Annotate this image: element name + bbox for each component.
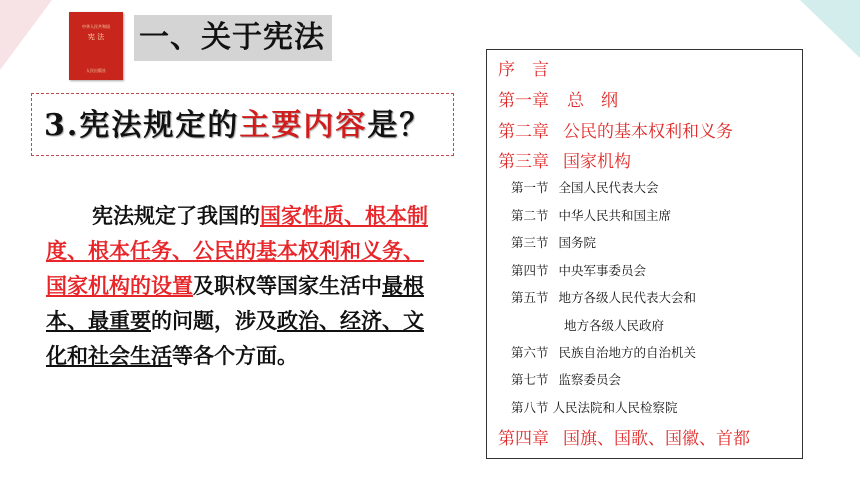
toc-section-title: 中华人民共和国主席 [558, 208, 672, 223]
section-title: 一、关于宪法 [139, 20, 325, 55]
toc-section-number: 第二节 [511, 208, 549, 223]
question-heading [44, 106, 431, 146]
toc-section-number: 第三节 [511, 235, 549, 250]
toc-section-1 [511, 178, 659, 196]
book-footer: 人民出版社 [86, 68, 106, 73]
toc-chapter-4 [498, 424, 750, 449]
corner-decoration-left [0, 0, 52, 70]
toc-section-title: 地方各级人民代表大会和 [558, 290, 697, 305]
toc-chapter-title: 国旗、国歌、国徽、首都 [563, 429, 750, 449]
toc-section-title: 民族自治地方的自治机关 [558, 345, 697, 360]
question-suffix: 是？ [367, 108, 432, 143]
para-text-4: 等各个方面。 [172, 344, 298, 368]
table-of-contents [486, 49, 803, 459]
toc-chapter-1 [498, 86, 618, 111]
para-underline-1: 最根本、最重要 [46, 274, 424, 333]
para-text-2: 及职权等国家生活中 [193, 274, 382, 298]
toc-chapter-number: 第一章 [498, 91, 549, 111]
toc-section-5-continued: 地方各级人民政府 [564, 318, 665, 333]
toc-section-8 [511, 398, 678, 416]
toc-chapter-title: 总 纲 [567, 91, 618, 111]
toc-chapter-number: 第四章 [498, 429, 549, 449]
toc-chapter-3 [498, 147, 631, 172]
toc-section-4 [511, 261, 646, 279]
toc-section-5 [511, 288, 696, 306]
toc-section-number: 第四节 [511, 263, 549, 278]
toc-section-2 [511, 206, 671, 224]
toc-section-number: 第八节 [511, 400, 549, 415]
toc-section-7 [511, 370, 621, 388]
toc-section-number: 第一节 [511, 180, 549, 195]
toc-preface: 序 言 [498, 60, 549, 80]
toc-section-number: 第六节 [511, 345, 549, 360]
para-text-3: 的问题，涉及 [151, 309, 277, 333]
toc-section-6 [511, 343, 696, 361]
answer-paragraph [46, 199, 436, 374]
constitution-book-image [69, 12, 123, 80]
toc-chapter-title: 公民的基本权利和义务 [563, 122, 733, 142]
question-highlight: 主要内容 [239, 108, 368, 143]
toc-section-title: 监察委员会 [558, 372, 622, 387]
para-text-1: 宪法规定了我国的 [92, 204, 260, 228]
corner-decoration-right [800, 0, 860, 58]
toc-section-title: 人民法院和人民检察院 [552, 400, 678, 415]
toc-section-number: 第七节 [511, 372, 549, 387]
para-red-highlight: 国家性质、根本制度、根本任务、公民的基本权利和义务、国家机构的设置 [46, 204, 428, 298]
book-publisher: 中华人民共和国 [82, 24, 110, 29]
toc-chapter-number: 第三章 [498, 152, 549, 172]
book-title: 宪 法 [87, 33, 105, 41]
toc-chapter-2 [498, 117, 733, 142]
question-prefix: 3.宪法规定的 [44, 108, 240, 143]
toc-chapter-number: 第二章 [498, 122, 549, 142]
toc-section-title: 全国人民代表大会 [558, 180, 659, 195]
toc-section-title: 中央军事委员会 [558, 263, 647, 278]
toc-section-title: 国务院 [558, 235, 597, 250]
para-underline-2: 政治、经济、文化和社会生活 [46, 309, 424, 368]
toc-section-3 [511, 233, 596, 251]
toc-chapter-title: 国家机构 [563, 152, 631, 172]
toc-section-number: 第五节 [511, 290, 549, 305]
